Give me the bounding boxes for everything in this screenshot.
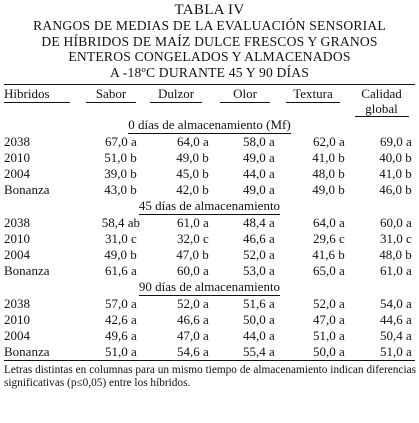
header-dulzor: Dulzor	[140, 85, 212, 104]
sabor-cell: 67,0 a	[104, 134, 140, 149]
dulzor-cell: 47,0 b	[176, 247, 212, 262]
dulzor-cell: 45,0 b	[176, 166, 212, 181]
hibrido-cell: 2038	[4, 134, 30, 149]
calidad-cell: 46,0 b	[379, 182, 415, 197]
header-calidad-global: global	[348, 103, 415, 117]
dulzor-cell: 54,6 a	[140, 344, 212, 361]
dulzor-cell: 42,0 b	[176, 182, 212, 197]
textura-cell: 41,6 b	[312, 247, 348, 262]
calidad-cell: 50,4 a	[379, 328, 415, 343]
table-number: TABLA IV	[174, 2, 245, 18]
hibrido-cell: Bonanza	[4, 344, 82, 361]
calidad-cell: 31,0 c	[379, 231, 415, 246]
calidad-cell: 60,0 a	[379, 215, 415, 230]
header-sabor: Sabor	[82, 85, 140, 104]
table-footnote: Letras distintas en columnas para un mismo tiempo de almacenamiento indican diferencias significativas (p≤0,05) entre los híbridos.	[4, 364, 416, 389]
olor-cell: 49,0 a	[242, 150, 278, 165]
section-label: 45 días de almacenamiento	[138, 198, 281, 213]
table-row	[4, 150, 415, 166]
section-header-row	[4, 279, 415, 296]
olor-cell: 46,6 a	[242, 231, 278, 246]
textura-cell: 62,0 a	[312, 134, 348, 149]
calidad-cell: 61,0 a	[379, 263, 415, 278]
table-row	[4, 296, 415, 312]
hibrido-cell: 2004	[4, 166, 30, 181]
sabor-cell: 61,6 a	[104, 263, 140, 278]
sabor-cell: 51,0 a	[82, 344, 140, 361]
hibrido-cell: 2038	[4, 215, 30, 230]
table-row	[4, 247, 415, 263]
header-olor: Olor	[212, 85, 278, 104]
table-row	[4, 134, 415, 150]
olor-cell: 52,0 a	[242, 247, 278, 262]
sabor-cell: 49,6 a	[104, 328, 140, 343]
olor-cell: 44,0 a	[242, 166, 278, 181]
textura-cell: 47,0 a	[312, 312, 348, 327]
textura-cell: 52,0 a	[312, 296, 348, 311]
textura-cell: 65,0 a	[312, 263, 348, 278]
dulzor-cell: 64,0 a	[176, 134, 212, 149]
table-title-line: RANGOS DE MEDIAS DE LA EVALUACIÓN SENSORIAL	[33, 18, 386, 33]
hibrido-cell: 2010	[4, 150, 30, 165]
section-label: 0 días de almacenamiento (Mf)	[128, 117, 291, 132]
dulzor-cell: 60,0 a	[176, 263, 212, 278]
dulzor-cell: 52,0 a	[176, 296, 212, 311]
hibrido-cell: 2010	[4, 312, 30, 327]
dulzor-cell: 47,0 a	[176, 328, 212, 343]
sabor-cell: 51,0 b	[104, 150, 140, 165]
textura-cell: 41,0 b	[312, 150, 348, 165]
hibrido-cell: 2038	[4, 296, 30, 311]
table-row	[4, 231, 415, 247]
table-row	[4, 312, 415, 328]
hibrido-cell: 2004	[4, 328, 30, 343]
olor-cell: 48,4 a	[242, 215, 278, 230]
olor-cell: 49,0 a	[242, 182, 278, 197]
olor-cell: 44,0 a	[242, 328, 278, 343]
calidad-cell: 54,0 a	[379, 296, 415, 311]
section-header-row	[4, 117, 415, 134]
table-row	[4, 182, 415, 198]
table-title-line: A -18ºC DURANTE 45 Y 90 DÍAS	[109, 64, 310, 80]
table-row	[4, 344, 415, 361]
calidad-cell: 44,6 a	[379, 312, 415, 327]
section-label: 90 días de almacenamiento	[138, 279, 281, 294]
hibrido-cell: 2010	[4, 231, 30, 246]
textura-cell: 51,0 a	[312, 328, 348, 343]
calidad-cell: 40,0 b	[379, 150, 415, 165]
sabor-cell: 43,0 b	[104, 182, 140, 197]
olor-cell: 58,0 a	[242, 134, 278, 149]
table-title-line: DE HÍBRIDOS DE MAÍZ DULCE FRESCOS Y GRANOS	[41, 33, 378, 49]
textura-cell: 64,0 a	[312, 215, 348, 230]
header-row	[4, 85, 415, 104]
olor-cell: 53,0 a	[242, 263, 278, 278]
calidad-cell: 41,0 b	[379, 166, 415, 181]
table-title-block	[0, 0, 419, 80]
header-textura: Textura	[278, 85, 348, 104]
textura-cell: 49,0 b	[312, 182, 348, 197]
header-row-2	[4, 103, 415, 117]
olor-cell: 55,4 a	[212, 344, 278, 361]
table-title-line: ENTEROS CONGELADOS Y ALMACENADOS	[68, 49, 351, 64]
sabor-cell: 39,0 b	[104, 166, 140, 181]
textura-cell: 50,0 a	[278, 344, 348, 361]
olor-cell: 50,0 a	[242, 312, 278, 327]
dulzor-cell: 46,6 a	[176, 312, 212, 327]
section-header-row	[4, 198, 415, 215]
olor-cell: 51,6 a	[242, 296, 278, 311]
hibrido-cell: 2004	[4, 247, 30, 262]
dulzor-cell: 61,0 a	[176, 215, 212, 230]
sabor-cell: 49,0 b	[104, 247, 140, 262]
textura-cell: 29,6 c	[312, 231, 348, 246]
dulzor-cell: 32,0 c	[176, 231, 212, 246]
header-hibridos: Híbridos	[4, 85, 82, 104]
dulzor-cell: 49,0 b	[176, 150, 212, 165]
table-row	[4, 263, 415, 279]
hibrido-cell: Bonanza	[4, 263, 50, 278]
table-row	[4, 328, 415, 344]
calidad-cell: 51,0 a	[348, 344, 415, 361]
calidad-cell: 69,0 a	[379, 134, 415, 149]
results-table	[4, 84, 415, 361]
textura-cell: 48,0 b	[312, 166, 348, 181]
sabor-cell: 31,0 c	[104, 231, 140, 246]
hibrido-cell: Bonanza	[4, 182, 50, 197]
sabor-cell: 58,4 ab	[101, 215, 140, 230]
sabor-cell: 42,6 a	[104, 312, 140, 327]
table-row	[4, 215, 415, 231]
calidad-cell: 48,0 b	[379, 247, 415, 262]
table-row	[4, 166, 415, 182]
sabor-cell: 57,0 a	[104, 296, 140, 311]
header-calidad: Calidad	[348, 85, 415, 104]
